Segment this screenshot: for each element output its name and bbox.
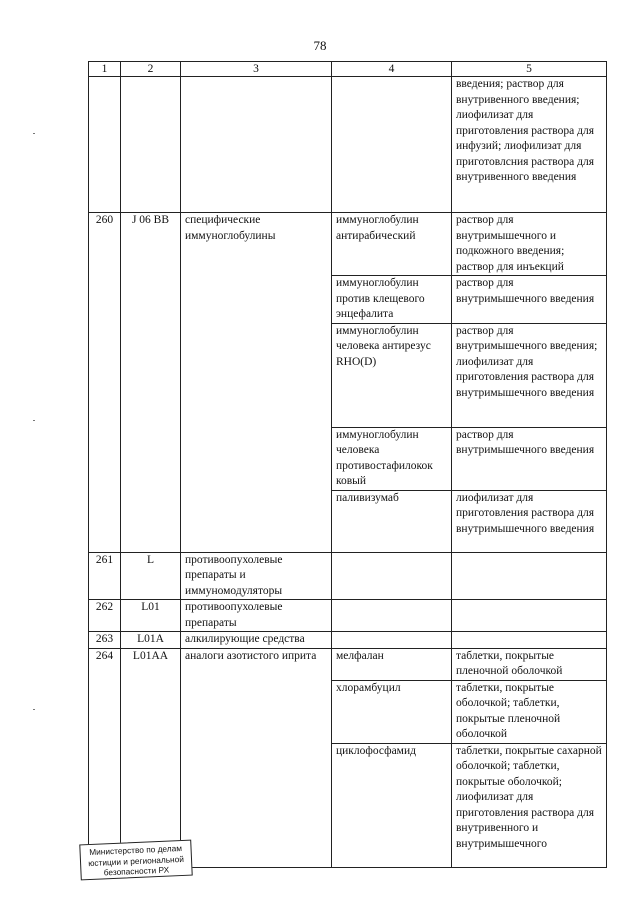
- cell-code: L01A: [121, 632, 181, 649]
- column-header: 4: [332, 62, 452, 77]
- cell-drug-name: иммуноглобулин против клещевого энцефалита: [332, 276, 452, 324]
- cell-drug-name: [332, 77, 452, 213]
- cell-number: 264: [89, 648, 121, 867]
- cell-drug-name: [332, 600, 452, 632]
- cell-group: [181, 77, 332, 213]
- column-header: 1: [89, 62, 121, 77]
- scan-mark: [33, 133, 35, 134]
- cell-code: L: [121, 552, 181, 600]
- cell-drug-name: хлорамбуцил: [332, 680, 452, 743]
- cell-number: 262: [89, 600, 121, 632]
- cell-number: 263: [89, 632, 121, 649]
- table-header-row: [89, 62, 607, 77]
- cell-group: аналоги азотистого иприта: [181, 648, 332, 867]
- cell-code: J 06 BB: [121, 213, 181, 553]
- table-row: [89, 77, 607, 213]
- page-number: 78: [313, 38, 327, 53]
- table-row: [89, 600, 607, 632]
- cell-drug-name: иммуноглобулин человека противостафилокок ковый: [332, 427, 452, 490]
- cell-number: 261: [89, 552, 121, 600]
- cell-dosage-form: введения; раствор для внутривенного введения; лиофилизат для приготовления раствора для инфузий; лиофилизат для приготовлсния раствора для внутривенного введения: [452, 77, 607, 213]
- scan-mark: [33, 709, 35, 710]
- scan-mark: [33, 420, 35, 421]
- stamp-line: юстиции и региональной: [87, 853, 185, 868]
- cell-drug-name: иммуноглобулин человека антирезус RHO(D): [332, 323, 452, 427]
- cell-dosage-form: раствор для внутримышечного введения; лиофилизат для приготовления раствора для внутримышечного введения: [452, 323, 607, 427]
- column-header: 2: [121, 62, 181, 77]
- cell-dosage-form: таблетки, покрытые сахарной оболочкой; таблетки, покрытые оболочкой; лиофилизат для приготовления раствора для внутривенного и внутримышечного: [452, 743, 607, 867]
- cell-code: [121, 77, 181, 213]
- cell-dosage-form: раствор для внутримышечного введения: [452, 427, 607, 490]
- cell-drug-name: [332, 632, 452, 649]
- cell-number: 260: [89, 213, 121, 553]
- cell-dosage-form: [452, 552, 607, 600]
- cell-drug-name: циклофосфамид: [332, 743, 452, 867]
- cell-dosage-form: лиофилизат для приготовления раствора для внутримышечного введения: [452, 490, 607, 552]
- table-row: [89, 213, 607, 276]
- cell-dosage-form: [452, 632, 607, 649]
- cell-code: L01: [121, 600, 181, 632]
- cell-dosage-form: таблетки, покрытые пленочной оболочкой: [452, 648, 607, 680]
- cell-drug-name: иммуноглобулин антирабический: [332, 213, 452, 276]
- column-header: 5: [452, 62, 607, 77]
- cell-code: L01AA: [121, 648, 181, 867]
- cell-drug-name: мелфалан: [332, 648, 452, 680]
- cell-drug-name: паливизумаб: [332, 490, 452, 552]
- stamp-line: Министерство по делам: [88, 842, 183, 858]
- cell-dosage-form: [452, 600, 607, 632]
- cell-group: противоопухолевые препараты и иммуномодуляторы: [181, 552, 332, 600]
- stamp-line: безопасности РХ: [103, 864, 170, 878]
- cell-dosage-form: таблетки, покрытые оболочкой; таблетки, покрытые пленочной оболочкой: [452, 680, 607, 743]
- ministry-stamp: [79, 840, 192, 881]
- cell-drug-name: [332, 552, 452, 600]
- column-header: 3: [181, 62, 332, 77]
- table-row: [89, 632, 607, 649]
- cell-group: алкилирующие средства: [181, 632, 332, 649]
- cell-number: [89, 77, 121, 213]
- table-row: [89, 648, 607, 680]
- cell-group: специфические иммуноглобулины: [181, 213, 332, 553]
- cell-dosage-form: раствор для внутримышечного и подкожного введения; раствор для инъекций: [452, 213, 607, 276]
- drug-list-table: [88, 61, 607, 868]
- table-row: [89, 552, 607, 600]
- cell-dosage-form: раствор для внутримышечного введения: [452, 276, 607, 324]
- cell-group: противоопухолевые препараты: [181, 600, 332, 632]
